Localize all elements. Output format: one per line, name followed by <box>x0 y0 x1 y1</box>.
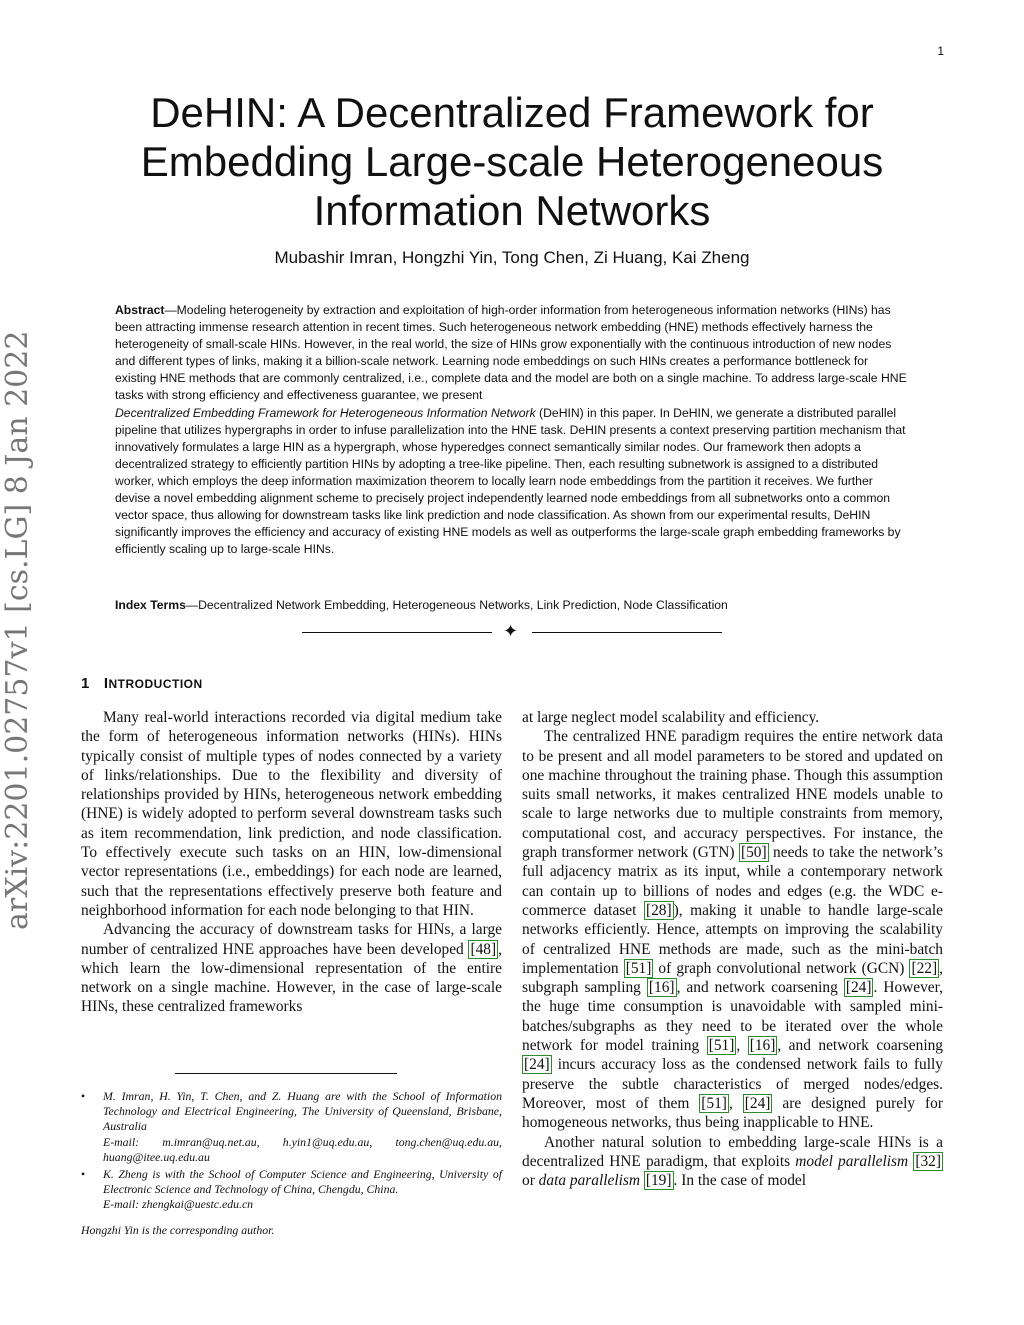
left-column <box>81 708 502 1017</box>
arxiv-identifier: arXiv:2201.02757v1 [cs.LG] 8 Jan 2022 <box>0 330 35 930</box>
section-heading <box>81 675 203 692</box>
citation-link[interactable]: [19] <box>645 1172 672 1190</box>
citation-link[interactable]: [24] <box>744 1094 771 1112</box>
citation-link[interactable]: [16] <box>648 979 675 997</box>
corresponding-author-note: Hongzhi Yin is the corresponding author. <box>81 1222 275 1237</box>
citation-link[interactable]: [51] <box>625 959 652 977</box>
bullet-icon: • <box>81 1089 86 1103</box>
intro-paragraph-2: Advancing the accuracy of downstream tasks for HINs, a large number of centralized HNE approaches have been developed [48] , which learn the low-dimensional representation of the entire network on a single machine. However, in the case of large-scale HINs, these centralized frameworks <box>81 921 502 1016</box>
section-title-rest: NTRODUCTION <box>108 677 203 691</box>
index-terms-label: Index Terms <box>115 598 186 612</box>
abstract-text: —Modeling heterogeneity by extraction and exploitation of high-order information from heterogeneous information networks (HINs) has been attracting immense research attention in recent times. Such heterogeneous network embedding (HNE) methods effectively harness the heterogeneity of small-scale HINs. However, in the real world, the size of HINs grow exponentially with the continuous introduction of new nodes and different types of links, making it a billion-scale network. Learning node embeddings on such HINs creates a performance bottleneck for existing HNE methods that are commonly centralized, i.e., complete data and the model are both on a single machine. To address large-scale HNE tasks with strong efficiency and effectiveness guarantee, we present <box>115 303 907 403</box>
section-divider <box>0 623 1024 643</box>
citation-link[interactable]: [22] <box>911 959 938 977</box>
title-line-1: DeHIN: A Decentralized Framework for <box>150 89 874 136</box>
abstract-text-cont: (DeHIN) in this paper. In DeHIN, we generate a distributed parallel pipeline that utilizes hypergraphs in order to infuse parallelization into the HNE task. DeHIN presents a context preserving partition mechanism that innovatively formulates a large HIN as a hypergraph, whose hyperedges connect semantically similar nodes. Our framework then adopts a decentralized strategy to efficiently partition HINs by adopting a tree-like pipeline. Then, each resulting subnetwork is assigned to a distributed worker, which employs the deep information maximization theorem to locally learn node embeddings from the partition it receives. We further devise a novel embedding alignment scheme to precisely project independently learned node embeddings from all subnetworks onto a common vector space, thus allowing for downstream tasks like link prediction and node classification. As shown from our experimental results, DeHIN significantly improves the efficiency and accuracy of existing HNE models as well as outperforms the large-scale graph embedding frameworks by efficiently scaling up to large-scale HINs. <box>115 405 906 557</box>
citation-link[interactable]: [28] <box>645 901 672 919</box>
intro-paragraph-1: Many real-world interactions recorded via digital medium take the form of heterogeneous information networks (HINs). HINs typically consist of multiple types of nodes connected by a variety of links/relationships. Due to the flexibility and diversity of relationships provided by HINs, heterogeneous network embedding (HNE) is widely adopted to perform several downstream tasks such as item recommendation, link prediction, and node classification. To effectively execute such tasks on an HIN, low-dimensional vector representations (i.e., embeddings) for each node are learned, such that the representations effectively preserve both feature and neighborhood information for each node belonging to that HIN. <box>81 709 502 919</box>
footnote-emails: E-mail: m.imran@uq.net.au, h.yin1@uq.edu.au, tong.chen@uq.edu.au, huang@itee.uq.edu.au <box>103 1134 502 1164</box>
intro-paragraph-4: Another natural solution to embedding large-scale HINs is a decentralized HNE paradigm, that exploits model parallelism [32] or data parallelism [19] . In the case of model <box>522 1133 943 1190</box>
citation-link[interactable]: [16] <box>749 1037 776 1055</box>
citation-link[interactable]: [24] <box>524 1056 550 1074</box>
abstract-label: Abstract <box>115 303 165 317</box>
footnote-email: E-mail: zhengkai@uestc.edu.cn <box>103 1197 254 1212</box>
citation-link[interactable]: [48] <box>470 940 497 958</box>
paper-title <box>110 88 914 235</box>
footnote-affiliation-uq: • M. Imran, H. Yin, T. Chen, and Z. Huang are with the School of Information Technology and Electrical Engineering, The University of Queensland, Brisbane, Australia E-mail: m.imran@uq.net.au, h.yin1@uq.edu.au, tong.chen@uq.edu.au, huang@itee.uq.edu.au <box>81 1089 502 1164</box>
title-line-2: Embedding Large-scale Heterogeneous <box>140 138 884 185</box>
citation-link[interactable]: [32] <box>915 1152 941 1170</box>
divider-line-left <box>302 632 492 633</box>
index-terms-text: —Decentralized Network Embedding, Heterogeneous Networks, Link Prediction, Node Classification <box>185 598 728 612</box>
section-title-initial: I <box>103 675 109 692</box>
index-terms <box>115 598 910 612</box>
abstract <box>115 302 910 558</box>
intro-paragraph-2-cont: at large neglect model scalability and efficiency. <box>522 709 820 726</box>
right-column <box>522 708 943 1190</box>
citation-link[interactable]: [24] <box>845 979 872 997</box>
citation-link[interactable]: [50] <box>740 844 767 862</box>
citation-link[interactable]: [51] <box>708 1037 735 1055</box>
author-list: Mubashir Imran, Hongzhi Yin, Tong Chen, Zi Huang, Kai Zheng <box>274 248 750 267</box>
citation-link[interactable]: [51] <box>701 1094 727 1112</box>
divider-star-icon: ✦ <box>503 621 519 642</box>
bullet-icon: • <box>81 1167 86 1182</box>
footnote-affiliation-uestc: • K. Zheng is with the School of Computer Science and Engineering, University of Electronic Science and Technology of China, Chengdu, China. E-mail: zhengkai@uestc.edu.cn <box>81 1167 502 1212</box>
title-line-3: Information Networks <box>313 187 711 234</box>
page-number: 1 <box>937 44 944 58</box>
footnote-rule <box>175 1073 397 1074</box>
footnotes <box>81 1089 502 1238</box>
abstract-framework-name: Decentralized Embedding Framework for Heterogeneous Information Network <box>115 405 536 420</box>
section-number: 1 <box>81 675 90 692</box>
intro-paragraph-3: The centralized HNE paradigm requires the entire network data to be present and all model parameters to be stored and updated on one machine throughout the training phase. Though this assumption suits small networks, it makes centralized HNE models unable to scale to large networks due to multiple constraints from memory, computational cost, and accuracy perspectives. For instance, the graph transformer network (GTN) [50] needs to take the network’s full adjacency matrix as its input, while a contemporary network can contain up to billions of nodes and edges (e.g. the WDC e-commerce dataset [28] ), making it unable to handle large-scale networks efficiently. Hence, attempts on improving the scalability of centralized HNE methods are made, such as the mini-batch implementation [51] of graph convolutional network (GCN) [22] , subgraph sampling [16] , and network coarsening [24] . However, the huge time consumption is unavoidable with sampled mini-batches/subgraphs as they need to be iterated over the whole network for model training [51] , [16] , and network coarsening [24] incurs accuracy loss as the condensed network fails to fully preserve the subtle characteristics of merged nodes/edges. Moreover, most of them [51] , [24] are designed purely for homogeneous networks, thus being inapplicable to HNE. <box>522 728 943 1132</box>
divider-line-right <box>532 632 722 633</box>
